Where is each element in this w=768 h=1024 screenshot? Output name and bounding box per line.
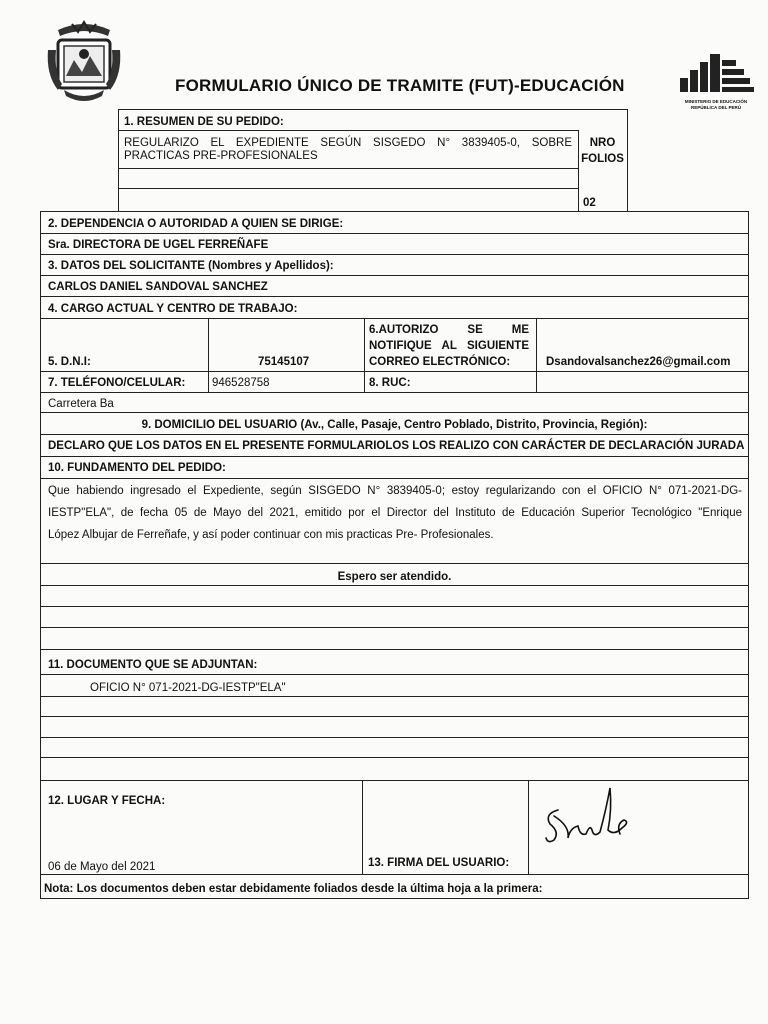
ministry-of-education-logo — [676, 50, 756, 112]
section-1-text-line1: REGULARIZO EL EXPEDIENTE SEGÚN SISGEDO N° 3839405-0, SOBRE — [124, 137, 572, 149]
dni-value: 75145107 — [258, 356, 310, 368]
section-6-label-line1: 6.AUTORIZO SE ME — [369, 324, 529, 336]
section-1-text-line2: PRACTICAS PRE-PROFESIONALES — [124, 150, 318, 162]
section-3-label: 3. DATOS DEL SOLICITANTE — [48, 260, 205, 272]
section-11-label: 11. DOCUMENTO QUE SE ADJUNTAN: — [48, 659, 258, 671]
folios-value: 02 — [583, 197, 596, 209]
fundamento-line3: López Albujar de Ferreñafe, y así poder continuar con mis practicas Pre- Profesionales. — [48, 529, 494, 541]
sworn-declaration: DECLARO QUE LOS DATOS EN EL PRESENTE FORMULARIOLOS LOS REALIZO CON CARÁCTER DE DECLARACIÓN JURADA — [48, 440, 745, 452]
section-10-label: 10. FUNDAMENTO DEL PEDIDO: — [48, 462, 226, 474]
section-3-heading — [48, 260, 334, 273]
place-and-date-value: 06 de Mayo del 2021 — [48, 861, 156, 873]
user-signature — [540, 780, 650, 850]
section-9-label: 9. DOMICILIO DEL USUARIO (Av., Calle, Pasaje, Centro Poblado, Distrito, Provincia, Región): — [141, 419, 648, 431]
section-3-label-suffix: (Nombres y Apellidos): — [208, 260, 334, 272]
ministry-country: REPÚBLICA DEL PERÚ — [690, 105, 741, 110]
section-7-label: 7. TELÉFONO/CELULAR: — [48, 377, 186, 389]
section-6-label-line2: NOTIFIQUE AL SIGUIENTE — [369, 340, 529, 352]
ministry-name: MINISTERIO DE EDUCACIÓN — [684, 99, 748, 104]
section-3-value: CARLOS DANIEL SANDOVAL SANCHEZ — [48, 281, 268, 293]
section-6-label-line3: CORREO ELECTRÓNICO: — [369, 356, 511, 368]
section-4-label: 4. CARGO ACTUAL Y CENTRO DE TRABAJO: — [48, 303, 298, 315]
section-5-label: 5. D.N.I: — [48, 356, 91, 368]
fundamento-line1: Que habiendo ingresado el Expediente, según SISGEDO N° 3839405-0; estoy regularizando con el OFICIO N° 071-2021-DG- — [48, 485, 742, 497]
address-value: Carretera Ba — [48, 398, 114, 410]
form-title: FORMULARIO ÚNICO DE TRAMITE (FUT)-EDUCACIÓN — [175, 76, 625, 95]
phone-value: 946528758 — [212, 377, 270, 389]
footer-note: Nota: Los documentos deben estar debidamente foliados desde la última hoja a la primera: — [44, 883, 543, 895]
section-1-label: 1. RESUMEN DE SU PEDIDO: — [124, 116, 284, 128]
closing-phrase: Espero ser atendido. — [337, 571, 452, 583]
regional-coat-of-arms-logo — [44, 20, 124, 104]
attached-document: OFICIO N° 071-2021-DG-IESTP"ELA" — [90, 682, 286, 694]
section-8-label: 8. RUC: — [369, 377, 411, 389]
email-value: Dsandovalsanchez26@gmail.com — [546, 356, 731, 368]
section-12-label: 12. LUGAR Y FECHA: — [48, 795, 166, 807]
nro-label: NRO — [589, 137, 616, 149]
section-13-label: 13. FIRMA DEL USUARIO: — [368, 857, 510, 869]
folios-label: FOLIOS — [581, 153, 624, 165]
fundamento-line2: IESTP"ELA", de fecha 05 de Mayo del 2021, emitido por el Director del Instituto de Educación Superior Tecnológico "Enrique — [48, 507, 742, 519]
section-2-label: 2. DEPENDENCIA O AUTORIDAD A QUIEN SE DIRIGE: — [48, 218, 344, 230]
section-2-value: Sra. DIRECTORA DE UGEL FERREÑAFE — [48, 239, 269, 251]
